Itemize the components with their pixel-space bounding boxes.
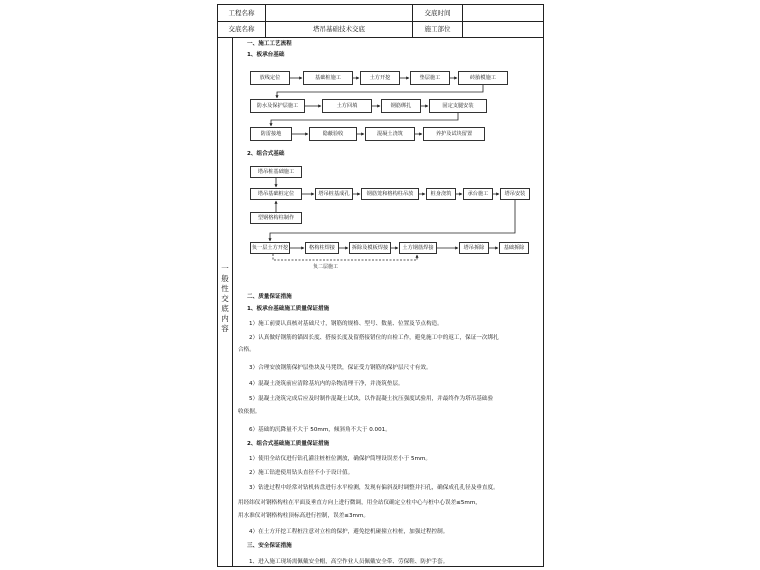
disclosure-date-value	[463, 5, 543, 21]
flow2-step: 塔吊拆除	[459, 242, 489, 254]
flow1-step: 养护及试块留置	[423, 127, 485, 141]
quality-item: 2）认真做好钢筋的锚固长度、搭接长度及留搭接错位的自检工作，避免施工中的返工，保证一次绑扎	[249, 335, 499, 341]
flow2-step: 塔吊安装	[500, 188, 530, 200]
construction-part-value	[463, 21, 543, 37]
section1-heading: 一、施工工艺流程	[247, 41, 292, 47]
safety-item: 1、进入施工现场需佩戴安全帽，高空作业人员佩戴安全带、劳保鞋、防护手套。	[249, 559, 449, 565]
flow-connectors	[233, 38, 545, 278]
disclosure-content	[233, 38, 543, 566]
flow1-step: 放线定位	[250, 71, 290, 85]
quality-item: 用水准仪对钢格构柱顶标高进行控制，误差≤3mm。	[238, 513, 370, 519]
quality-item: 1）施工前要认真核对基础尺寸，钢筋的规格、型号、数量、位置及节点构造。	[249, 321, 443, 327]
quality-item: 1）使用全站仪进行钻孔灌注桩桩位测放，确保护筒埋设误差小于 5mm。	[249, 456, 432, 462]
flow1-step: 防水及保护层施工	[250, 99, 305, 113]
quality-item: 3）合理安放钢筋保护层垫块及马凳铁，保证受力钢筋的保护层尺寸有效。	[249, 365, 432, 371]
flow2-step: 格构柱焊接	[305, 242, 339, 254]
flow1-step: 混凝土浇筑	[365, 127, 415, 141]
flow2-step: 塔吊桩基础施工	[250, 166, 302, 178]
quality-item: 2）施工钻进使用钻头直径不小于设计值。	[249, 470, 354, 476]
flow2-step: 负一层土方开挖	[250, 242, 290, 254]
flow2-step: 基础拆除	[499, 242, 529, 254]
flow1-step: 垫层施工	[410, 71, 450, 85]
section1-sub1: 1、板承台基础	[247, 52, 285, 58]
header-row-2	[218, 21, 543, 38]
flow1-step: 隐蔽验收	[309, 127, 357, 141]
sidebar-label: 一般性交底内容	[221, 264, 229, 333]
quality-item: 合格。	[238, 347, 255, 353]
section2-sub2: 2、组合式基础施工质量保证措施	[247, 441, 330, 447]
project-name-value	[266, 5, 413, 21]
project-name-label: 工程名称	[218, 5, 266, 21]
quality-item: 3）钻进过程中经常对钻机转盘进行水平检测，发现有偏斜及时调整并扫孔，确保成孔孔径及垂直度。	[249, 485, 499, 491]
flow2-step: 桩身浇筑	[426, 188, 456, 200]
flow2-bottom-note: 负二层施工	[313, 264, 339, 270]
quality-item: 6）基础的沉降量不大于 50mm，倾斜角不大于 0.001。	[249, 427, 391, 433]
flow1-step: 钢筋绑扎	[381, 99, 421, 113]
quality-item: 用经纬仪对钢格构柱在平面及垂直方向上进行微调，用全站仪确定立柱中心与桩中心误差≤5mm，	[238, 500, 481, 506]
header-row-1	[218, 5, 543, 22]
flow2-step: 塔吊桩基成孔	[315, 188, 353, 200]
section1-sub2: 2、组合式基础	[247, 151, 285, 157]
quality-item: 4）在土方开挖工程桩注意对立柱的保护，避免挖机碰撞立柱桩，加强过程控制。	[249, 529, 449, 535]
flow2-step: 塔吊基础桩定位	[250, 188, 302, 200]
flow1-step: 砖胎模施工	[458, 71, 508, 85]
flow1-step: 基础桩施工	[303, 71, 353, 85]
flow2-step: 拆除及模板焊接	[349, 242, 391, 254]
flow2-step: 土方钢筋焊接	[399, 242, 437, 254]
construction-part-label: 施工部位	[413, 21, 463, 37]
disclosure-title-value: 塔吊基础技术交底	[266, 21, 413, 37]
flow2-step: 钢筋笼和格构柱吊放	[361, 188, 419, 200]
quality-item: 5）混凝土浇筑完成后应及时制作混凝土试块，以作混凝土抗压强度试验用，并最终作为塔吊基础验	[249, 396, 494, 402]
flow1-step: 固定支腿安装	[429, 99, 487, 113]
sidebar-column	[218, 38, 233, 566]
section3-heading: 三、安全保证措施	[247, 543, 292, 549]
section2-heading: 二、质量保证措施	[247, 294, 292, 300]
flow2-step: 型钢格构柱制作	[250, 212, 302, 224]
flow1-step: 土方回填	[322, 99, 372, 113]
quality-item: 收依据。	[238, 409, 261, 415]
section2-sub1: 1、板承台基础施工质量保证措施	[247, 306, 330, 312]
flow1-step: 防雷接地	[250, 127, 292, 141]
disclosure-date-label: 交底时间	[413, 5, 463, 21]
disclosure-title-label: 交底名称	[218, 21, 266, 37]
flow1-step: 土方开挖	[360, 71, 400, 85]
quality-item: 4）混凝土浇筑前应清除基坑内的杂物清理干净，并浇筑垫层。	[249, 381, 404, 387]
disclosure-document	[217, 4, 544, 567]
flow2-step: 承台施工	[463, 188, 493, 200]
